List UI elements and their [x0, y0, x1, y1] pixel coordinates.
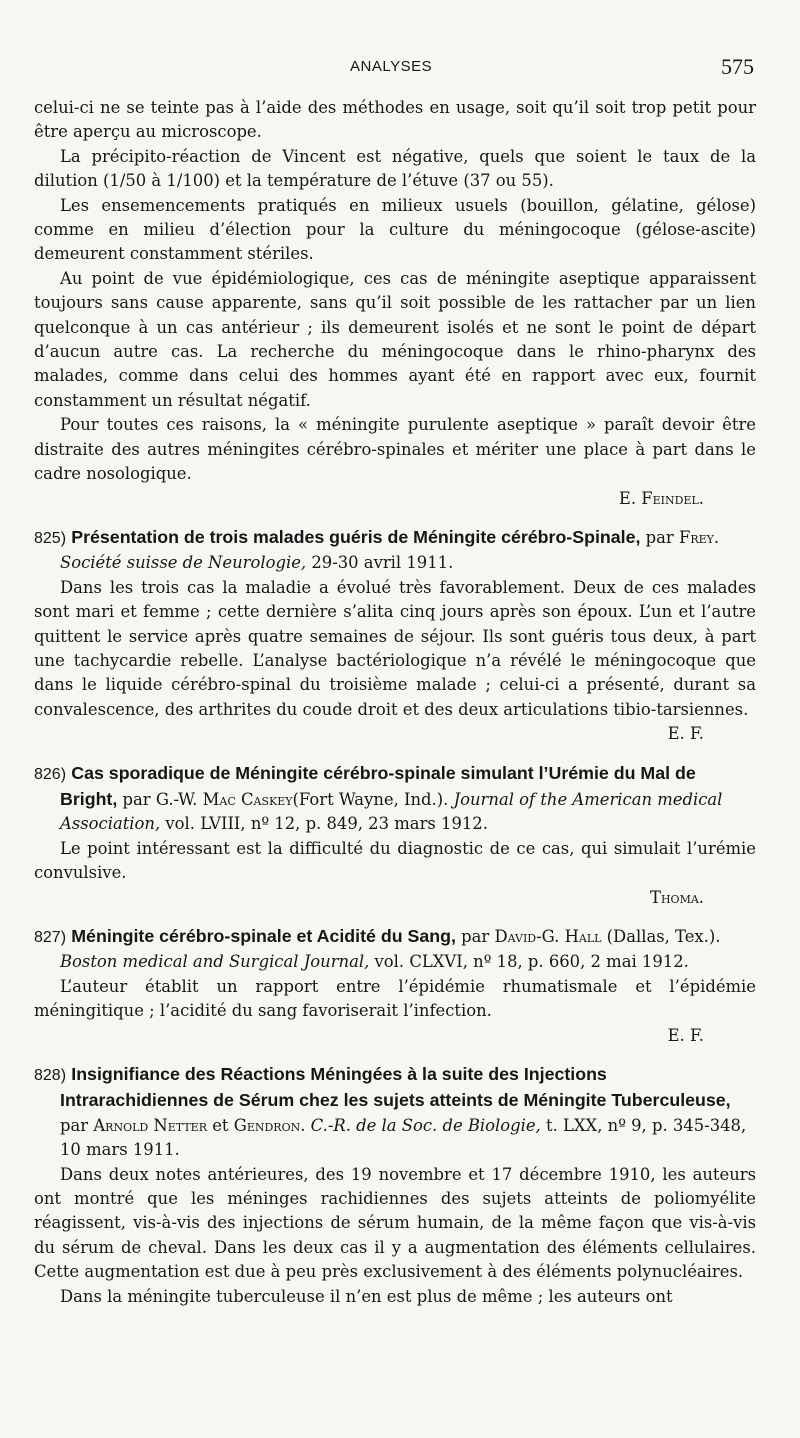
entry-body: Dans la méningite tuberculeuse il n’en est plus de même ; les auteurs ont — [60, 1286, 673, 1306]
signature: E. Feindel. — [618, 488, 704, 508]
entry-author: Gendron. — [233, 1115, 306, 1135]
signature-line — [34, 886, 756, 910]
publication-details: vol. LVIII, nº 12, p. 849, 23 mars 1912. — [165, 814, 488, 834]
entry-number: 825) — [34, 529, 67, 547]
intro-paragraph: La précipito-réaction de Vincent est négative, quels que soient le taux de la dilution (1/50 à 1/100) et la température de l’étuve (37 ou 55). — [34, 146, 756, 191]
entry-heading — [34, 525, 756, 576]
signature: E. F. — [667, 1025, 704, 1045]
intro-paragraph: Au point de vue épidémiologique, ces cas de méningite aseptique apparaissent toujours sans cause apparente, sans qu’il soit possible de les rattacher par un lien quelconque à un cas antérieur ; ils demeurent isolés et ne sont le point de départ d’aucun autre cas. La recherche du méningocoque dans le rhino-pharynx des malades, comme dans celui des hommes ayant été en rapport avec eux, fournit constamment un résultat négatif. — [34, 268, 756, 410]
entry-number: 826) — [34, 765, 67, 783]
running-head — [0, 54, 800, 80]
entry-author: Arnold Netter — [93, 1115, 207, 1135]
intro-paragraph: celui-ci ne se teinte pas à l’aide des méthodes en usage, soit qu’il soit trop petit pour être aperçu au microscope. — [34, 98, 756, 142]
entry-author: Frey. — [678, 527, 720, 547]
entry-heading — [34, 924, 756, 975]
abstract-entry-827 — [34, 924, 756, 1048]
journal-name: Société suisse de Neurologie, — [60, 553, 307, 573]
intro-paragraph: Les ensemencements pratiqués en milieux usuels (bouillon, gélatine, gélose) comme en milieu d’élection pour la culture du méningocoque (gélose-ascite) demeurent constamment stériles. — [34, 195, 756, 264]
page-number: 575 — [721, 54, 754, 79]
running-title: ANALYSES — [350, 58, 433, 75]
signature-line — [34, 487, 756, 511]
entry-title: Présentation de trois malades guéris de Méningite cérébro-Spinale, — [71, 526, 641, 547]
entry-title: Méningite cérébro-spinale et Acidité du Sang, — [71, 926, 456, 946]
signature-line — [34, 1024, 756, 1048]
entry-heading — [34, 1062, 756, 1163]
reference-prefix: par — [461, 927, 490, 946]
reference-prefix: par — [645, 527, 674, 547]
entry-author: Mac Caskey — [202, 789, 293, 809]
entry-title: Cas sporadique de Méningite cérébro-spinale simulant l’Urémie du Mal de Bright, — [60, 762, 696, 809]
publication-details: 29-30 avril 1911. — [311, 553, 454, 573]
entry-body: Dans les trois cas la maladie a évolué très favorablement. Deux de ces malades sont mari et femme ; cette dernière s’alita cinq jours après son époux. L’un et l’autre quittent le service après quatre semaines de séjour. Ils sont guéris tous deux, à part une tachycardie rebelle. L’analyse bactériologique n’a révélé le méningocoque que dans le liquide cérébro-spinal du troisième malade ; celui-ci a présenté, durant sa convalescence, des arthrites du coude droit et des deux articulations tibio-tarsiennes. — [34, 577, 756, 719]
reference-prefix: par G.-W. — [122, 789, 198, 809]
entry-heading — [34, 761, 756, 837]
publication-details: vol. CLXVI, nº 18, p. 660, 2 mai 1912. — [374, 952, 689, 972]
signature: Thoma. — [650, 887, 704, 907]
entry-body: L’auteur établit un rapport entre l’épidémie rhumatismale et l’épidémie méningitique ; l’acidité du sang favoriserait l’infection. — [34, 976, 756, 1021]
journal-name: Journal of the American medical Association, — [60, 789, 723, 834]
abstract-entry-825 — [34, 525, 756, 747]
abstract-entry-828 — [34, 1062, 756, 1309]
signature-line — [34, 722, 756, 746]
entry-number: 827) — [34, 929, 67, 946]
entry-body: Le point intéressant est la difficulté du diagnostic de ce cas, qui simulait l’urémie convulsive. — [34, 838, 756, 883]
page-content — [34, 96, 756, 1309]
entry-author: David-G. Hall — [494, 927, 602, 946]
entry-title: Insignifiance des Réactions Méningées à la suite des Injections Intrarachidiennes de Sérum chez les sujets atteints de Méningite Tuberculeuse, — [60, 1064, 731, 1111]
journal-name: Boston medical and Surgical Journal, — [60, 952, 370, 972]
abstract-entry-826 — [34, 761, 756, 910]
entry-number: 828) — [34, 1067, 67, 1085]
journal-name: C.-R. de la Soc. de Biologie, — [310, 1115, 541, 1135]
signature: E. F. — [667, 724, 704, 744]
reference-prefix: par — [60, 1115, 89, 1135]
intro-paragraph: Pour toutes ces raisons, la « méningite purulente aseptique » paraît devoir être distraite des autres méningites cérébro-spinales et mériter une place à part dans le cadre nosologique. — [34, 415, 756, 484]
entry-body: Dans deux notes antérieures, des 19 novembre et 17 décembre 1910, les auteurs ont montré que les méninges rachidiennes des sujets atteints de poliomyélite réagissent, vis-à-vis des injections de sérum humain, de la même façon que vis-à-vis du sérum de cheval. Dans les deux cas il y a augmentation des éléments cellulaires. Cette augmentation est due à peu près exclusivement à des éléments polynucléaires. — [34, 1164, 756, 1282]
author-location: (Dallas, Tex.). — [606, 927, 721, 946]
author-location: (Fort Wayne, Ind.). — [292, 789, 449, 809]
author-conjunction: et — [212, 1115, 229, 1135]
publication-details: t. LXX, nº 9, p. 345-348, 10 mars 1911. — [60, 1115, 747, 1160]
